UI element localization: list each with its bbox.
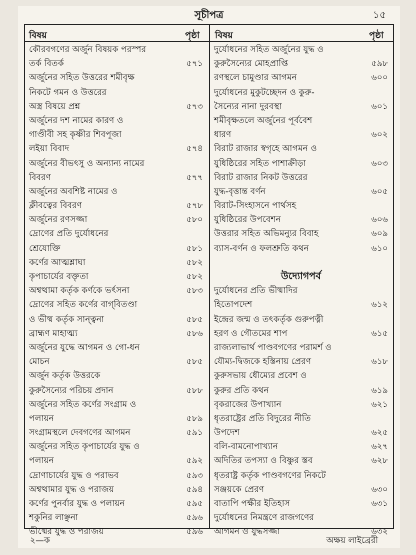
contents-entry: [210, 327, 392, 341]
contents-entry: [210, 398, 392, 412]
contents-entry: [210, 157, 392, 171]
entry-page-number: ৬০৫: [371, 186, 388, 197]
entry-title: দুর্যোধনের প্রতি ভীষ্মাদির: [214, 286, 298, 297]
contents-entry: [25, 327, 207, 341]
entry-title: ধৃতরাষ্ট্র কর্তৃক পাণ্ডবগণের নিকটে: [214, 470, 326, 481]
entry-page-number: ৬৩০: [371, 484, 388, 495]
contents-entry: [210, 142, 392, 156]
entry-title: বিবরণ: [29, 172, 51, 183]
entry-title: ধারণ: [214, 130, 232, 141]
entry-title: শমীবৃক্ষতলে অর্জুনের পূর্ববেশ: [214, 115, 313, 126]
right-page-heading: পৃষ্ঠা: [369, 31, 384, 41]
entry-page-number: ৬৩২: [371, 527, 388, 538]
entry-page-number: ৫৮৮: [186, 385, 203, 396]
entry-page-number: ৬১৯: [371, 385, 388, 396]
contents-entry: [25, 469, 207, 483]
contents-entry: [210, 128, 392, 142]
contents-entry: [210, 43, 392, 57]
entry-title: কৃপাচার্যের বক্তৃতা: [29, 272, 89, 282]
contents-entry: [25, 242, 207, 256]
contents-entry: [210, 412, 392, 426]
entry-page-number: ৫৯৬: [186, 527, 203, 538]
entry-title: উদ্যোগপর্ব: [280, 271, 322, 282]
entry-title: শকুনির লাঞ্ছনা: [29, 513, 79, 524]
entry-title: লইয়া বিবাদ: [29, 144, 70, 155]
entry-title: কর্ণের আত্মশ্লাঘা: [29, 257, 86, 268]
entry-page-number: ৫৭৩: [186, 101, 203, 112]
contents-entry: [210, 440, 392, 454]
entry-page-number: ৫৯২: [186, 456, 203, 467]
entry-title: ক্লীবত্বের বিবরণ: [29, 201, 82, 212]
entry-title: যুদ্ধ-বৃত্তান্ত বর্ণন: [214, 186, 266, 197]
contents-entry: [210, 497, 392, 511]
contents-entry: [25, 100, 207, 114]
contents-entry: [210, 114, 392, 128]
entry-page-number: ৬২৫: [371, 428, 388, 439]
entry-page-number: ৫৮১: [186, 243, 203, 254]
contents-entry: [210, 284, 392, 298]
contents-entry: [25, 511, 207, 525]
contents-entry: [25, 199, 207, 213]
contents-entry: [25, 412, 207, 426]
entry-title: সংগ্রামস্থলে দেবগণের আগমন: [29, 428, 131, 439]
entry-title: দ্রোণের প্রতি দুর্যোধনের: [29, 229, 109, 240]
contents-table: [24, 24, 394, 538]
entry-page-number: ৫৮৬: [186, 328, 203, 339]
contents-entry: [25, 185, 207, 199]
left-page-heading: পৃষ্ঠা: [185, 31, 200, 41]
contents-entry: [210, 86, 392, 100]
contents-entry: [210, 355, 392, 369]
contents-entry: [25, 355, 207, 369]
entry-title: পলায়ন: [29, 456, 54, 467]
contents-entry: [210, 199, 392, 213]
entry-title: দুর্যোধনের সহিত অর্জুনের যুদ্ধ ও: [214, 45, 324, 55]
entry-title: অদিতির তপস্যা ও বিষ্ণুর স্তব: [214, 456, 313, 467]
entry-title: দ্রোণাচার্যের যুদ্ধ ও পরাভব: [29, 470, 119, 481]
contents-entry: [210, 213, 392, 227]
entry-title: যুধিষ্ঠিরের উপবেশন: [214, 215, 281, 226]
contents-entry: [25, 341, 207, 355]
left-topic-heading: বিষয়: [29, 31, 47, 41]
entry-page-number: ৬৩১: [371, 499, 388, 509]
contents-entry: [210, 426, 392, 440]
entry-title: মোচন: [29, 357, 50, 368]
contents-entry: [25, 298, 207, 312]
entry-page-number: ৬১৫: [371, 328, 388, 339]
entry-title: ইন্দ্রের জন্ম ও তৎকর্তৃক গুরুপত্নী: [214, 314, 324, 325]
left-column: [25, 43, 207, 540]
page-header: [18, 6, 400, 24]
contents-entry: [210, 483, 392, 497]
contents-entry: [210, 71, 392, 85]
contents-entry: [210, 384, 392, 398]
entry-title: উত্তরার সহিত অভিমন্যুর বিবাহ: [214, 229, 319, 240]
entry-title: ব্রাহ্মণ মাহাত্ম্য: [29, 328, 78, 339]
entry-title: অশ্বত্থামার যুদ্ধ ও পরাজয়: [29, 484, 114, 495]
entry-title: বিরাট রাজার স্বগৃহে আগমন ও: [214, 144, 317, 155]
entry-page-number: ৬০০: [371, 73, 388, 84]
entry-title: অর্জুনের যুদ্ধে আগমন ও গো-ধন: [29, 342, 140, 353]
contents-entry: [210, 469, 392, 483]
contents-entry: [25, 426, 207, 440]
contents-entry: [25, 43, 207, 57]
contents-entry: [25, 86, 207, 100]
entry-page-number: ৬২৮: [371, 456, 388, 467]
contents-entry: [25, 256, 207, 270]
entry-title: কর্ণের পুনর্বার যুদ্ধ ও পলায়ন: [29, 499, 125, 509]
entry-title: রণস্থলে চামুণ্ডার আগমন: [214, 73, 297, 84]
entry-title: বৃকরাজের উপাখ্যান: [214, 399, 282, 410]
entry-page-number: ৫৭১: [186, 59, 203, 70]
entry-title: শ্রেযোক্তি: [29, 243, 61, 254]
entry-title: নিকটে গমন ও উত্তরের: [29, 87, 107, 98]
contents-entry: [210, 313, 392, 327]
entry-title: অর্জুনের সহিত কৃপাচার্যের যুদ্ধ ও: [29, 442, 140, 453]
entry-page-number: ৫৮৯: [186, 413, 203, 424]
entry-page-number: ৬১২: [371, 300, 388, 311]
contents-entry: [210, 454, 392, 468]
entry-page-number: ৬০১: [371, 101, 388, 112]
entry-title: কুরুসৈন্যের মোহপ্রাপ্তি: [214, 59, 289, 70]
entry-page-number: ৫৭৮: [186, 201, 203, 212]
entry-title: দুর্যোধনের নিমন্ত্রণে রাজগণের: [214, 513, 314, 524]
contents-entry: [25, 114, 207, 128]
contents-entry: [25, 142, 207, 156]
entry-title: ধৃতরাষ্ট্রের প্রতি বিদুরের নীতি: [214, 413, 311, 424]
entry-title: কুরুর প্রতি কথন: [214, 385, 269, 396]
entry-title: বিরাট রাজার নিকট উত্তরের: [214, 172, 308, 183]
entry-title: বিরাট-সিংহাসনে পার্থসহ: [214, 201, 297, 212]
contents-entry: [25, 454, 207, 468]
entry-title: তর্ক বিতর্ক: [29, 59, 64, 70]
contents-entry: [25, 270, 207, 284]
contents-entry: [210, 171, 392, 185]
entry-title: অর্জুনের রণসজ্জা: [29, 215, 88, 226]
page-number: ১৫: [373, 10, 386, 21]
book-page: [18, 6, 400, 548]
page-title: সূচীপত্র: [194, 10, 224, 21]
entry-title: কৌরবগণের অর্জুন বিষয়ক পরস্পর: [29, 45, 147, 55]
entry-title: অর্জুন কর্তৃক উত্তরকে: [29, 371, 101, 382]
entry-page-number: ৫৯৬: [186, 513, 203, 524]
contents-entry: [25, 57, 207, 71]
right-column: [210, 43, 392, 540]
page-footer: [18, 534, 400, 546]
entry-title: বলি-বামনোপাখ্যান: [214, 442, 278, 453]
contents-entry: [25, 71, 207, 85]
entry-title: সৈন্যের নানা দুরবস্থা: [214, 101, 282, 112]
contents-entry: [210, 511, 392, 525]
contents-entry: [25, 157, 207, 171]
entry-title: গাণ্ডীবী সহ কৃষ্ণীর শিবপূজা: [29, 130, 122, 141]
entry-page-number: ৫৮৫: [186, 314, 203, 325]
contents-entry: [25, 369, 207, 383]
contents-entry: [210, 341, 392, 355]
publisher-name: অক্ষয় লাইব্রেরী: [326, 536, 378, 546]
entry-title: বাতাপি পক্ষীর ইতিহাস: [214, 499, 291, 509]
entry-title: অর্জুনের বীভৎসু ও অন্যান্য নামের: [29, 158, 145, 169]
entry-title: অস্ত্র বিষয়ে প্রশ্ন: [29, 101, 81, 112]
section-heading: [210, 270, 392, 284]
contents-entry: [210, 100, 392, 114]
entry-title: ভীষ্মের যুদ্ধ ও পরাজয়: [29, 527, 104, 538]
signature-mark: ২—ক: [30, 536, 50, 546]
entry-page-number: ৫৮৩: [186, 286, 203, 297]
entry-page-number: ৫৮০: [186, 215, 203, 226]
entry-page-number: ৬০২: [371, 130, 388, 141]
contents-entry: [210, 242, 392, 256]
entry-title: অর্জুনের দশ নামের কারণ ও: [29, 115, 124, 126]
entry-title: হিতোপদেশ: [214, 300, 253, 311]
header-rule: [25, 41, 393, 42]
right-topic-heading: বিষয়: [215, 31, 233, 41]
entry-title: দুর্যোধনের মুকুটচ্ছেদন ও কুরু-: [214, 87, 315, 98]
entry-page-number: ৫৭৭: [186, 172, 203, 183]
entry-page-number: ৫৯৩: [186, 470, 203, 481]
contents-entry: [25, 497, 207, 511]
entry-page-number: ৫৯৫: [186, 499, 203, 509]
entry-title: পলায়ন: [29, 413, 54, 424]
contents-entry: [25, 171, 207, 185]
entry-page-number: ৬০৬: [371, 215, 388, 226]
contents-entry: [210, 256, 392, 270]
entry-page-number: ৫৮৫: [186, 357, 203, 368]
entry-title: অর্জুনের সহিত উত্তরের শমীবৃক্ষ: [29, 73, 135, 84]
contents-entry: [25, 384, 207, 398]
contents-entry: [210, 227, 392, 241]
entry-page-number: ৬০৩: [371, 158, 388, 169]
contents-entry: [210, 57, 392, 71]
entry-title: যৌম্য-দ্বিজকে হস্তিনায় প্রেরণ: [214, 357, 312, 368]
contents-entry: [210, 185, 392, 199]
entry-title: ব্যাস-বর্ণন ও ফলশ্রুতি কথন: [214, 243, 309, 254]
entry-title: আগমন ও যুদ্ধসজ্জা: [214, 527, 280, 538]
entry-page-number: ৫৮২: [186, 272, 203, 282]
contents-entry: [25, 128, 207, 142]
contents-entry: [25, 398, 207, 412]
contents-entry: [25, 227, 207, 241]
entry-page-number: ৬১৮: [371, 357, 388, 368]
entry-page-number: ৬২৭: [371, 442, 388, 453]
contents-entry: [210, 298, 392, 312]
entry-title: ও ভীষ্ম কর্তৃক সান্ত্বনা: [29, 314, 104, 325]
entry-page-number: ৫৭৪: [186, 144, 203, 155]
contents-entry: [25, 440, 207, 454]
entry-title: অশ্বত্থামা কর্তৃক কর্ণকে ভর্ৎসনা: [29, 286, 130, 297]
entry-title: রাজ্যলাভার্থ পাণ্ডবগণের পরামর্শ ও: [214, 342, 332, 353]
entry-page-number: ৫৯১: [186, 428, 203, 439]
contents-entry: [25, 313, 207, 327]
entry-page-number: ৫৯৪: [186, 484, 203, 495]
entry-title: কুরুসভায় ধৌম্যের প্রবেশ ও: [214, 371, 307, 382]
entry-page-number: ৬১০: [371, 243, 388, 254]
entry-page-number: ৫৮২: [186, 257, 203, 268]
entry-title: দ্রোণের সহিত কর্ণের বাগ্‌বিতণ্ডা: [29, 300, 138, 311]
entry-title: অর্জুনের সহিত কর্ণের সংগ্রাম ও: [29, 399, 137, 410]
entry-page-number: ৫৯৮: [371, 59, 388, 70]
contents-entry: [25, 284, 207, 298]
contents-entry: [210, 369, 392, 383]
entry-page-number: ৬২১: [371, 399, 388, 410]
entry-page-number: ৬০৯: [371, 229, 388, 240]
contents-entry: [25, 213, 207, 227]
entry-title: উপদেশ: [214, 428, 240, 439]
entry-title: সঞ্জয়কে প্রেরণ: [214, 484, 265, 495]
entry-title: যুধিষ্ঠিরের সহিত পাশাক্রীড়া: [214, 158, 306, 169]
entry-title: অর্জুনের অবশিষ্ট নামের ও: [29, 186, 118, 197]
entry-title: হরণ ও গৌতমের শাপ: [214, 328, 288, 339]
contents-entry: [25, 483, 207, 497]
entry-title: কুরুসৈন্যের পরিচয় প্রদান: [29, 385, 114, 396]
